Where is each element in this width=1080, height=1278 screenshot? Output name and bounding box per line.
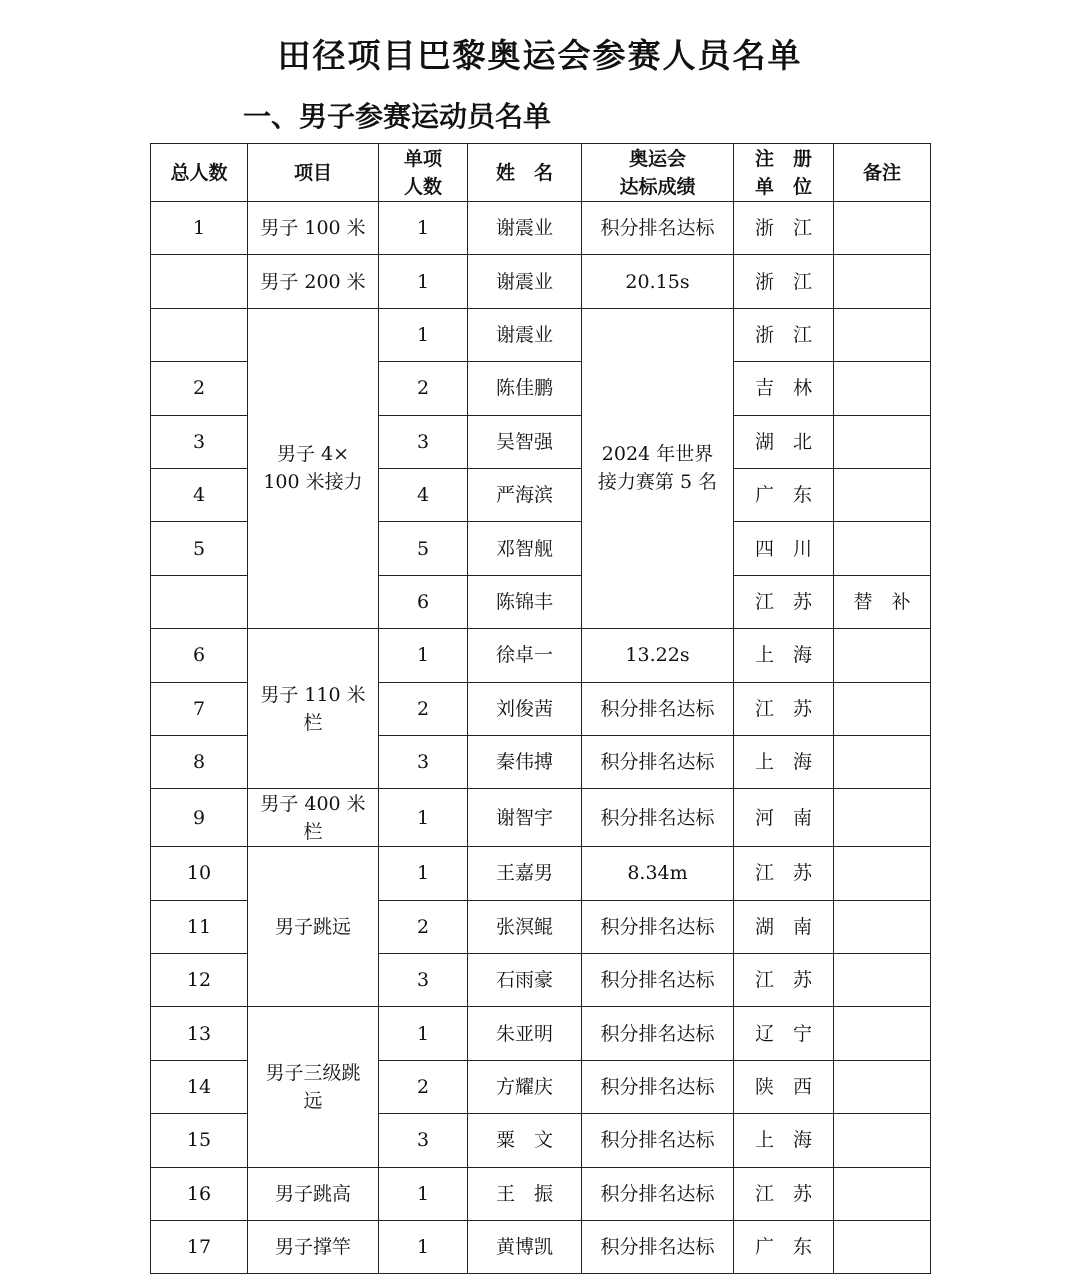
cell-count: 1 [379, 789, 468, 847]
cell-standard: 积分排名达标 [582, 789, 734, 847]
cell-note [834, 629, 931, 682]
cell-unit: 上 海 [734, 629, 834, 682]
cell-name: 朱亚明 [468, 1007, 582, 1060]
table-row [151, 1167, 931, 1220]
cell-name: 谢震业 [468, 308, 582, 361]
cell-note [834, 1114, 931, 1167]
cell-note [834, 789, 931, 847]
cell-note [834, 954, 931, 1007]
section-title: 一、男子参赛运动员名单 [243, 100, 552, 133]
cell-standard: 20.15s [582, 255, 734, 308]
cell-count: 1 [379, 1007, 468, 1060]
cell-standard: 13.22s [582, 629, 734, 682]
cell-event: 男子 110 米 栏 [248, 629, 379, 789]
cell-event: 男子 4× 100 米接力 [248, 308, 379, 628]
cell-unit: 浙 江 [734, 255, 834, 308]
cell-count: 3 [379, 735, 468, 788]
cell-unit: 湖 南 [734, 900, 834, 953]
cell-standard: 积分排名达标 [582, 954, 734, 1007]
document-title: 田径项目巴黎奥运会参赛人员名单 [277, 36, 803, 75]
cell-count: 1 [379, 1167, 468, 1220]
cell-event: 男子 200 米 [248, 255, 379, 308]
cell-name: 方耀庆 [468, 1060, 582, 1113]
cell-standard: 8.34m [582, 847, 734, 900]
cell-count: 3 [379, 415, 468, 468]
cell-count: 1 [379, 202, 468, 255]
cell-note [834, 415, 931, 468]
cell-total: 3 [151, 415, 248, 468]
cell-note [834, 202, 931, 255]
cell-unit: 陕 西 [734, 1060, 834, 1113]
cell-count: 4 [379, 468, 468, 521]
cell-event: 男子跳高 [248, 1167, 379, 1220]
cell-count: 2 [379, 362, 468, 415]
cell-unit: 湖 北 [734, 415, 834, 468]
cell-standard: 积分排名达标 [582, 1221, 734, 1274]
cell-name: 谢震业 [468, 202, 582, 255]
cell-note [834, 1060, 931, 1113]
cell-total: 13 [151, 1007, 248, 1060]
cell-name: 严海滨 [468, 468, 582, 521]
cell-unit: 浙 江 [734, 202, 834, 255]
cell-unit: 上 海 [734, 735, 834, 788]
header-count: 单项 人数 [379, 144, 468, 202]
cell-standard: 积分排名达标 [582, 202, 734, 255]
cell-standard: 积分排名达标 [582, 1007, 734, 1060]
cell-count: 1 [379, 255, 468, 308]
athlete-table [150, 143, 931, 1274]
table-row [151, 1221, 931, 1274]
cell-note [834, 362, 931, 415]
cell-total [151, 255, 248, 308]
cell-standard: 积分排名达标 [582, 682, 734, 735]
cell-count: 1 [379, 1221, 468, 1274]
cell-total: 8 [151, 735, 248, 788]
cell-unit: 广 东 [734, 1221, 834, 1274]
header-note: 备注 [834, 144, 931, 202]
cell-event: 男子 100 米 [248, 202, 379, 255]
cell-standard: 积分排名达标 [582, 735, 734, 788]
cell-count: 3 [379, 954, 468, 1007]
cell-total: 9 [151, 789, 248, 847]
cell-name: 刘俊茜 [468, 682, 582, 735]
header-unit: 注 册 单 位 [734, 144, 834, 202]
cell-standard: 2024 年世界 接力赛第 5 名 [582, 308, 734, 628]
table-row [151, 202, 931, 255]
cell-event: 男子撑竿 [248, 1221, 379, 1274]
cell-total: 16 [151, 1167, 248, 1220]
cell-unit: 广 东 [734, 468, 834, 521]
cell-count: 1 [379, 629, 468, 682]
cell-count: 1 [379, 308, 468, 361]
cell-unit: 河 南 [734, 789, 834, 847]
cell-name: 王 振 [468, 1167, 582, 1220]
cell-event: 男子 400 米 栏 [248, 789, 379, 847]
header-standard: 奥运会 达标成绩 [582, 144, 734, 202]
cell-name: 张溟鲲 [468, 900, 582, 953]
cell-total: 6 [151, 629, 248, 682]
cell-event: 男子三级跳 远 [248, 1007, 379, 1167]
cell-unit: 江 苏 [734, 682, 834, 735]
cell-unit: 辽 宁 [734, 1007, 834, 1060]
cell-standard: 积分排名达标 [582, 1167, 734, 1220]
cell-note [834, 1007, 931, 1060]
cell-note [834, 1167, 931, 1220]
cell-unit: 四 川 [734, 522, 834, 575]
cell-note [834, 255, 931, 308]
cell-note [834, 308, 931, 361]
cell-total: 14 [151, 1060, 248, 1113]
cell-note [834, 847, 931, 900]
cell-count: 5 [379, 522, 468, 575]
cell-name: 陈锦丰 [468, 575, 582, 628]
cell-unit: 上 海 [734, 1114, 834, 1167]
cell-note [834, 522, 931, 575]
cell-count: 2 [379, 1060, 468, 1113]
cell-unit: 江 苏 [734, 1167, 834, 1220]
cell-total: 7 [151, 682, 248, 735]
header-total: 总人数 [151, 144, 248, 202]
cell-unit: 江 苏 [734, 954, 834, 1007]
cell-count: 1 [379, 847, 468, 900]
header-event: 项目 [248, 144, 379, 202]
cell-name: 邓智舰 [468, 522, 582, 575]
cell-total: 15 [151, 1114, 248, 1167]
cell-name: 吴智强 [468, 415, 582, 468]
table-row [151, 847, 931, 900]
cell-note [834, 735, 931, 788]
cell-note [834, 1221, 931, 1274]
table-row [151, 789, 931, 847]
cell-note [834, 468, 931, 521]
cell-name: 粟 文 [468, 1114, 582, 1167]
cell-name: 石雨豪 [468, 954, 582, 1007]
cell-standard: 积分排名达标 [582, 1114, 734, 1167]
cell-total: 12 [151, 954, 248, 1007]
cell-total: 10 [151, 847, 248, 900]
table-row [151, 308, 931, 361]
cell-unit: 江 苏 [734, 847, 834, 900]
cell-name: 徐卓一 [468, 629, 582, 682]
cell-name: 黄博凯 [468, 1221, 582, 1274]
cell-total [151, 575, 248, 628]
header-name: 姓 名 [468, 144, 582, 202]
cell-unit: 浙 江 [734, 308, 834, 361]
cell-note: 替 补 [834, 575, 931, 628]
cell-total: 5 [151, 522, 248, 575]
table-row [151, 1007, 931, 1060]
cell-unit: 吉 林 [734, 362, 834, 415]
cell-total: 17 [151, 1221, 248, 1274]
table-row [151, 255, 931, 308]
cell-standard: 积分排名达标 [582, 1060, 734, 1113]
table-header-row [151, 144, 931, 202]
cell-count: 2 [379, 682, 468, 735]
cell-count: 6 [379, 575, 468, 628]
cell-total: 2 [151, 362, 248, 415]
cell-total: 1 [151, 202, 248, 255]
cell-count: 2 [379, 900, 468, 953]
cell-total: 4 [151, 468, 248, 521]
table-row [151, 629, 931, 682]
cell-unit: 江 苏 [734, 575, 834, 628]
cell-name: 秦伟搏 [468, 735, 582, 788]
cell-name: 谢智宇 [468, 789, 582, 847]
cell-standard: 积分排名达标 [582, 900, 734, 953]
cell-name: 陈佳鹏 [468, 362, 582, 415]
cell-name: 谢震业 [468, 255, 582, 308]
cell-count: 3 [379, 1114, 468, 1167]
cell-total [151, 308, 248, 361]
cell-name: 王嘉男 [468, 847, 582, 900]
cell-total: 11 [151, 900, 248, 953]
cell-event: 男子跳远 [248, 847, 379, 1007]
cell-note [834, 900, 931, 953]
cell-note [834, 682, 931, 735]
